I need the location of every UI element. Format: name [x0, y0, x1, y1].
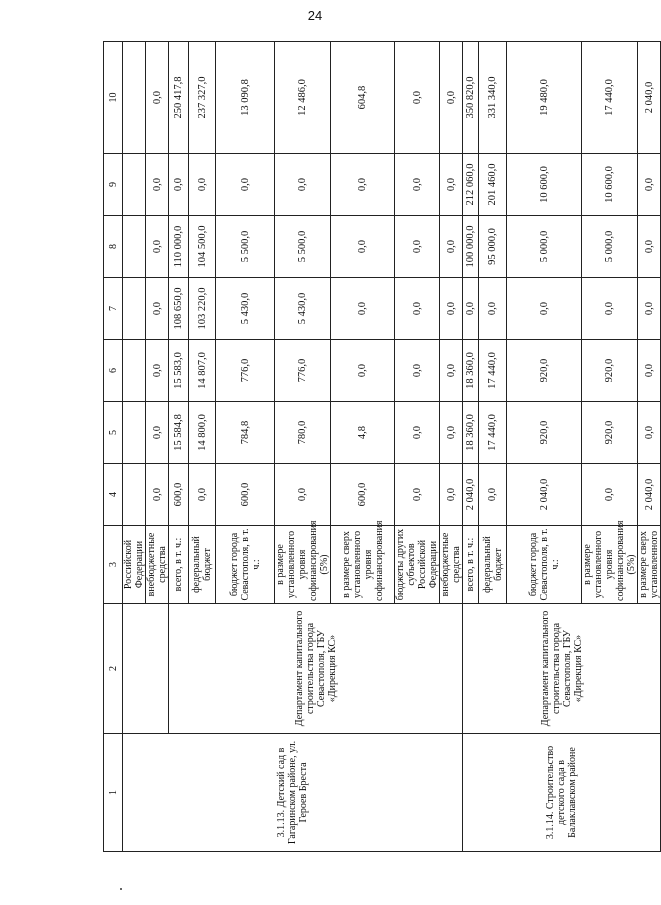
amount-cell: 0,0	[638, 216, 661, 278]
amount-cell: 0,0	[169, 154, 189, 216]
amount-cell: 0,0	[479, 464, 507, 526]
amount-cell: 13 090,8	[216, 42, 275, 154]
source-label-cell: в размере установленного уровня софинансирования (5%)	[275, 526, 331, 604]
amount-cell	[123, 464, 146, 526]
amount-cell: 100 000,0	[463, 216, 479, 278]
amount-cell: 920,0	[507, 340, 582, 402]
amount-cell: 0,0	[440, 216, 463, 278]
amount-cell: 17 440,0	[479, 340, 507, 402]
amount-cell: 19 480,0	[507, 42, 582, 154]
executor-cell: Департамент капитального строительства города Севастополя, ГБУ «Дирекция КС»	[169, 604, 463, 734]
amount-cell: 0,0	[275, 154, 331, 216]
budget-table	[103, 41, 661, 852]
amount-cell: 5 430,0	[216, 278, 275, 340]
source-label-cell: бюджет города Севастополя, в т. ч.:	[216, 526, 275, 604]
amount-cell: 0,0	[146, 464, 169, 526]
column-number-cell: 6	[104, 340, 123, 402]
amount-cell: 17 440,0	[479, 402, 507, 464]
amount-cell: 95 000,0	[479, 216, 507, 278]
amount-cell: 0,0	[440, 402, 463, 464]
amount-cell: 0,0	[440, 42, 463, 154]
amount-cell: 0,0	[463, 278, 479, 340]
amount-cell: 17 440,0	[582, 42, 638, 154]
amount-cell: 5 000,0	[582, 216, 638, 278]
amount-cell: 18 360,0	[463, 402, 479, 464]
amount-cell: 0,0	[146, 340, 169, 402]
source-label-cell: в размере сверх установленного	[638, 526, 661, 604]
source-label-cell: федеральный бюджет	[189, 526, 216, 604]
amount-cell: 604,8	[331, 42, 395, 154]
amount-cell: 920,0	[507, 402, 582, 464]
amount-cell: 2 040,0	[507, 464, 582, 526]
amount-cell: 0,0	[395, 216, 440, 278]
amount-cell: 10 600,0	[582, 154, 638, 216]
amount-cell: 776,0	[275, 340, 331, 402]
source-label-cell: в размере установленного уровня софинансирования (5%)	[582, 526, 638, 604]
amount-cell: 331 340,0	[479, 42, 507, 154]
source-label-cell: в размере сверх установленного уровня софинансирования	[331, 526, 395, 604]
amount-cell: 5 430,0	[275, 278, 331, 340]
amount-cell: 14 800,0	[189, 402, 216, 464]
amount-cell: 0,0	[395, 278, 440, 340]
amount-cell: 0,0	[638, 278, 661, 340]
amount-cell: 2 040,0	[638, 464, 661, 526]
table-row	[463, 42, 479, 852]
amount-cell: 0,0	[395, 340, 440, 402]
amount-cell: 201 460,0	[479, 154, 507, 216]
amount-cell: 0,0	[395, 42, 440, 154]
amount-cell: 0,0	[146, 42, 169, 154]
amount-cell: 0,0	[275, 464, 331, 526]
amount-cell: 600,0	[169, 464, 189, 526]
rotated-page-body	[103, 42, 660, 852]
amount-cell: 600,0	[216, 464, 275, 526]
amount-cell	[123, 154, 146, 216]
amount-cell: 0,0	[331, 340, 395, 402]
amount-cell: 0,0	[146, 402, 169, 464]
column-number-cell: 3	[104, 526, 123, 604]
amount-cell: 0,0	[507, 278, 582, 340]
amount-cell: 104 500,0	[189, 216, 216, 278]
amount-cell: 250 417,8	[169, 42, 189, 154]
page-number: 24	[307, 8, 323, 23]
source-label-cell: всего, в т. ч.:	[463, 526, 479, 604]
amount-cell: 920,0	[582, 340, 638, 402]
executor-cell: Департамент капитального строительства города Севастополя, ГБУ «Дирекция КС»	[463, 604, 661, 734]
source-label-cell: внебюджетные средства	[146, 526, 169, 604]
amount-cell: 0,0	[638, 402, 661, 464]
source-label-cell: федеральный бюджет	[479, 526, 507, 604]
item-name-cell: 3.1.13. Детский сад в Гагаринском районе, ул. Героев Бреста	[123, 734, 463, 852]
amount-cell: 0,0	[440, 340, 463, 402]
amount-cell: 5 500,0	[216, 216, 275, 278]
amount-cell: 14 807,0	[189, 340, 216, 402]
item-name-cell: 3.1.14. Строительство детского сада в Балаклавском районе	[463, 734, 661, 852]
amount-cell: 780,0	[275, 402, 331, 464]
amount-cell: 0,0	[479, 278, 507, 340]
amount-cell: 0,0	[440, 278, 463, 340]
amount-cell: 0,0	[331, 216, 395, 278]
prev-item-executor-cell	[123, 604, 169, 734]
amount-cell: 920,0	[582, 402, 638, 464]
amount-cell: 0,0	[638, 340, 661, 402]
amount-cell: 15 584,8	[169, 402, 189, 464]
column-number-cell: 10	[104, 42, 123, 154]
amount-cell: 0,0	[440, 154, 463, 216]
amount-cell: 0,0	[189, 464, 216, 526]
amount-cell: 0,0	[331, 278, 395, 340]
amount-cell: 5 500,0	[275, 216, 331, 278]
amount-cell: 776,0	[216, 340, 275, 402]
source-label-cell: Российской Федерации	[123, 526, 146, 604]
amount-cell: 4,8	[331, 402, 395, 464]
amount-cell: 0,0	[146, 216, 169, 278]
column-number-cell: 1	[104, 734, 123, 852]
table-header-row	[104, 42, 123, 852]
amount-cell: 5 000,0	[507, 216, 582, 278]
amount-cell: 237 327,0	[189, 42, 216, 154]
amount-cell: 18 360,0	[463, 340, 479, 402]
amount-cell: 0,0	[395, 464, 440, 526]
amount-cell	[123, 216, 146, 278]
amount-cell: 0,0	[582, 278, 638, 340]
amount-cell: 0,0	[582, 464, 638, 526]
amount-cell: 15 583,0	[169, 340, 189, 402]
amount-cell: 110 000,0	[169, 216, 189, 278]
table-row	[123, 42, 146, 852]
source-label-cell: внебюджетные средства	[440, 526, 463, 604]
column-number-cell: 2	[104, 604, 123, 734]
source-label-cell: бюджеты других субъектов Российской Федерации	[395, 526, 440, 604]
source-label-cell: бюджет города Севастополя, в т. ч.:	[507, 526, 582, 604]
column-number-cell: 5	[104, 402, 123, 464]
amount-cell: 350 820,0	[463, 42, 479, 154]
amount-cell: 0,0	[189, 154, 216, 216]
amount-cell: 600,0	[331, 464, 395, 526]
amount-cell	[123, 278, 146, 340]
amount-cell: 0,0	[216, 154, 275, 216]
source-label-cell: всего, в т. ч.:	[169, 526, 189, 604]
budget-table-body	[104, 42, 661, 852]
amount-cell: 0,0	[395, 154, 440, 216]
amount-cell: 0,0	[331, 154, 395, 216]
amount-cell: 784,8	[216, 402, 275, 464]
scan-speck	[120, 888, 122, 890]
amount-cell	[123, 42, 146, 154]
amount-cell: 0,0	[440, 464, 463, 526]
amount-cell: 10 600,0	[507, 154, 582, 216]
column-number-cell: 4	[104, 464, 123, 526]
column-number-cell: 7	[104, 278, 123, 340]
column-number-cell: 8	[104, 216, 123, 278]
amount-cell: 0,0	[638, 154, 661, 216]
column-number-cell: 9	[104, 154, 123, 216]
amount-cell: 0,0	[146, 278, 169, 340]
amount-cell: 0,0	[146, 154, 169, 216]
amount-cell: 103 220,0	[189, 278, 216, 340]
amount-cell	[123, 340, 146, 402]
amount-cell	[123, 402, 146, 464]
amount-cell: 12 486,0	[275, 42, 331, 154]
table-row	[169, 42, 189, 852]
amount-cell: 2 040,0	[463, 464, 479, 526]
amount-cell: 108 650,0	[169, 278, 189, 340]
amount-cell: 2 040,0	[638, 42, 661, 154]
amount-cell: 0,0	[395, 402, 440, 464]
amount-cell: 212 060,0	[463, 154, 479, 216]
